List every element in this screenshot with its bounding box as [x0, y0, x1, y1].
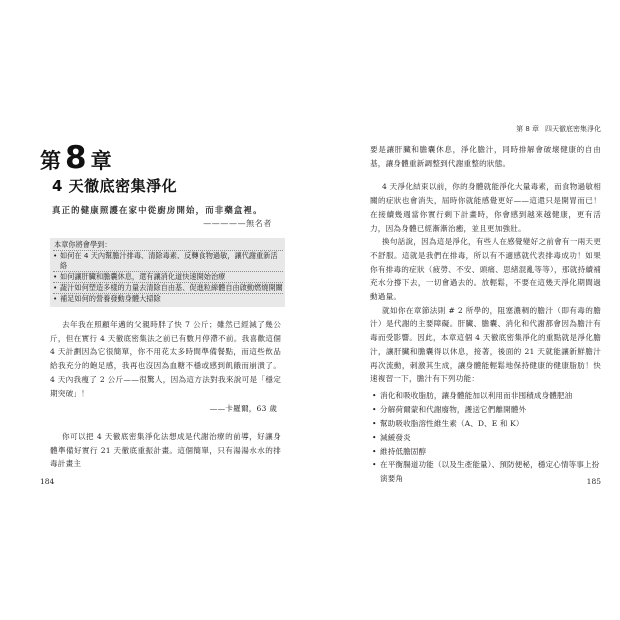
right-page	[310, 0, 620, 620]
list-item	[370, 445, 601, 459]
list-item	[370, 417, 601, 431]
chapter-label-prefix: 第	[40, 149, 61, 173]
list-item	[370, 431, 601, 445]
learning-box-item-text: 如何讓肝臟和膽囊休息，還有讓消化道快速開始治療	[60, 272, 226, 281]
bullet-glyph: •	[53, 283, 58, 292]
learning-box-item	[53, 271, 283, 282]
bullet-glyph: •	[372, 418, 377, 428]
bullet-glyph: •	[53, 294, 58, 303]
chapter-learning-box	[50, 238, 285, 307]
list-item	[370, 403, 601, 417]
list-item	[370, 458, 601, 486]
learning-box-item-text: 補足如何的營養發動身體大掃除	[60, 294, 161, 303]
right-page-body	[370, 143, 601, 486]
learning-box-item	[53, 282, 283, 293]
body-paragraph: 4 天淨化結束以前，你的身體就能淨化大量毒素，而食物過敏相關的症狀也會消失，屆時你就能感覺更好——這還只是開胃而已！在接續幾週當你實行剩下計畫時，你會感到越來越健康，更有活力，因為身體已經漸漸治癒，並且更加強壯。	[370, 182, 601, 233]
learning-box-item	[53, 293, 283, 304]
epigraph-attribution: —————無名者	[203, 219, 272, 228]
list-item	[370, 389, 601, 403]
body-paragraph: 換句話說，因為這是淨化，有些人在感覺變好之前會有一兩天更不舒服。這就是我們在排毒，所以有不適感就代表排毒成功！如果你有排毒的症狀（疲勞、不安、頭痛、思緒混亂等等），那就持續補充水分撐下去，一切會過去的。放輕鬆，不要在這幾天淨化期間過動過量。	[370, 237, 601, 302]
chapter-number: 8	[65, 140, 87, 176]
body-paragraph: 你可以把 4 天徹底密集淨化法想成是代謝治療的前導，好讓身體準備好實行 21 天徹底重振計畫。這個簡單，只有湯湯水水的排毒計畫主	[50, 431, 281, 469]
chapter-label	[40, 140, 112, 178]
testimonial-attribution: ——卡羅爾，63 歲	[209, 404, 277, 414]
left-page-body	[50, 238, 285, 471]
bullet-glyph: •	[53, 272, 58, 281]
list-item-text: 消化和吸收脂肪，讓身體能加以利用而非囤積成身體肥油	[380, 390, 573, 400]
body-paragraph: 要是讓肝臟和膽囊休息，淨化膽汁，同時排解會破壞健康的自由基，讓身體重新調整到代謝重整的狀態。	[370, 145, 601, 168]
learning-box-heading: 本章你將會學到：	[54, 240, 112, 249]
page-number: 184	[40, 477, 55, 486]
epigraph-quote: 真正的健康照護在家中從廚房開始，而非藥盒裡。	[52, 205, 263, 215]
bullet-glyph: •	[53, 251, 58, 260]
bullet-glyph: •	[372, 390, 377, 400]
list-item-text: 減緩發炎	[380, 432, 411, 442]
testimonial-paragraph: 去年我在照顧年邁的父親時胖了快 7 公斤；雖然已經減了幾公斤，但在實行 4 天徹底密集法之前已有數月停滯不前。我喜歡這個 4 天計劃因為它很簡單，你不用花太多時間準備餐點，而這些飲品給我充分的飽足感，我再也沒因為血糖不穩或感到飢餓而崩潰了。4 天內我瘦了 2 公斤——很驚人，因為這方法對我來說可是「穩定期突破」！	[50, 320, 281, 398]
bile-functions-list	[370, 389, 601, 486]
chapter-title: 4 天徹底密集淨化	[52, 177, 178, 195]
body-paragraph: 就如你在章節法則 # 2 所學的，阻塞濃稠的膽汁（即有毒的膽汁）是代謝的主要障礙。肝臟、膽囊、消化和代謝都會因為膽汁有毒而受影響。因此，本章這個 4 天徹底密集淨化的重點就是淨化膽汁，讓肝臟和膽囊得以休息，接著，後面的 21 天就能讓新鮮膽汁再次流動，刺激其生成，讓身體能輕鬆地保持健康的健康脂肪！快速複習一下，膽汁有下列功能：	[370, 305, 601, 384]
list-item-text: 幫助吸收脂溶性維生素（A、D、E 和 K）	[380, 418, 524, 428]
list-item-text: 維持低膽固醇	[380, 446, 427, 456]
list-item-text: 分解荷爾蒙和代謝廢物，護送它們離開體外	[380, 404, 527, 414]
bullet-glyph: •	[372, 460, 377, 470]
running-header-chapter: 第 8 章	[516, 125, 539, 133]
learning-box-item	[53, 250, 283, 271]
learning-box-item-text: 蔬汁如何塑造多樣的力量去清除自由基、促進粒線體自由啟動燃燒開關	[60, 283, 283, 292]
running-header	[370, 124, 601, 135]
learning-box-item-text: 如何在 4 天內幫膽汁排毒、清除毒素、反轉食物過敏，讓代謝重新活絡	[60, 251, 278, 270]
page-number: 185	[586, 477, 601, 486]
running-header-title: 四天徹底密集淨化	[545, 125, 601, 133]
bullet-glyph: •	[372, 404, 377, 414]
bullet-glyph: •	[372, 432, 377, 442]
bullet-glyph: •	[372, 446, 377, 456]
list-item-text: 在平衡腸道功能（以及生產能量）、預防便秘，穩定心情等事上扮演要角	[380, 460, 600, 484]
chapter-label-suffix: 章	[90, 149, 112, 173]
